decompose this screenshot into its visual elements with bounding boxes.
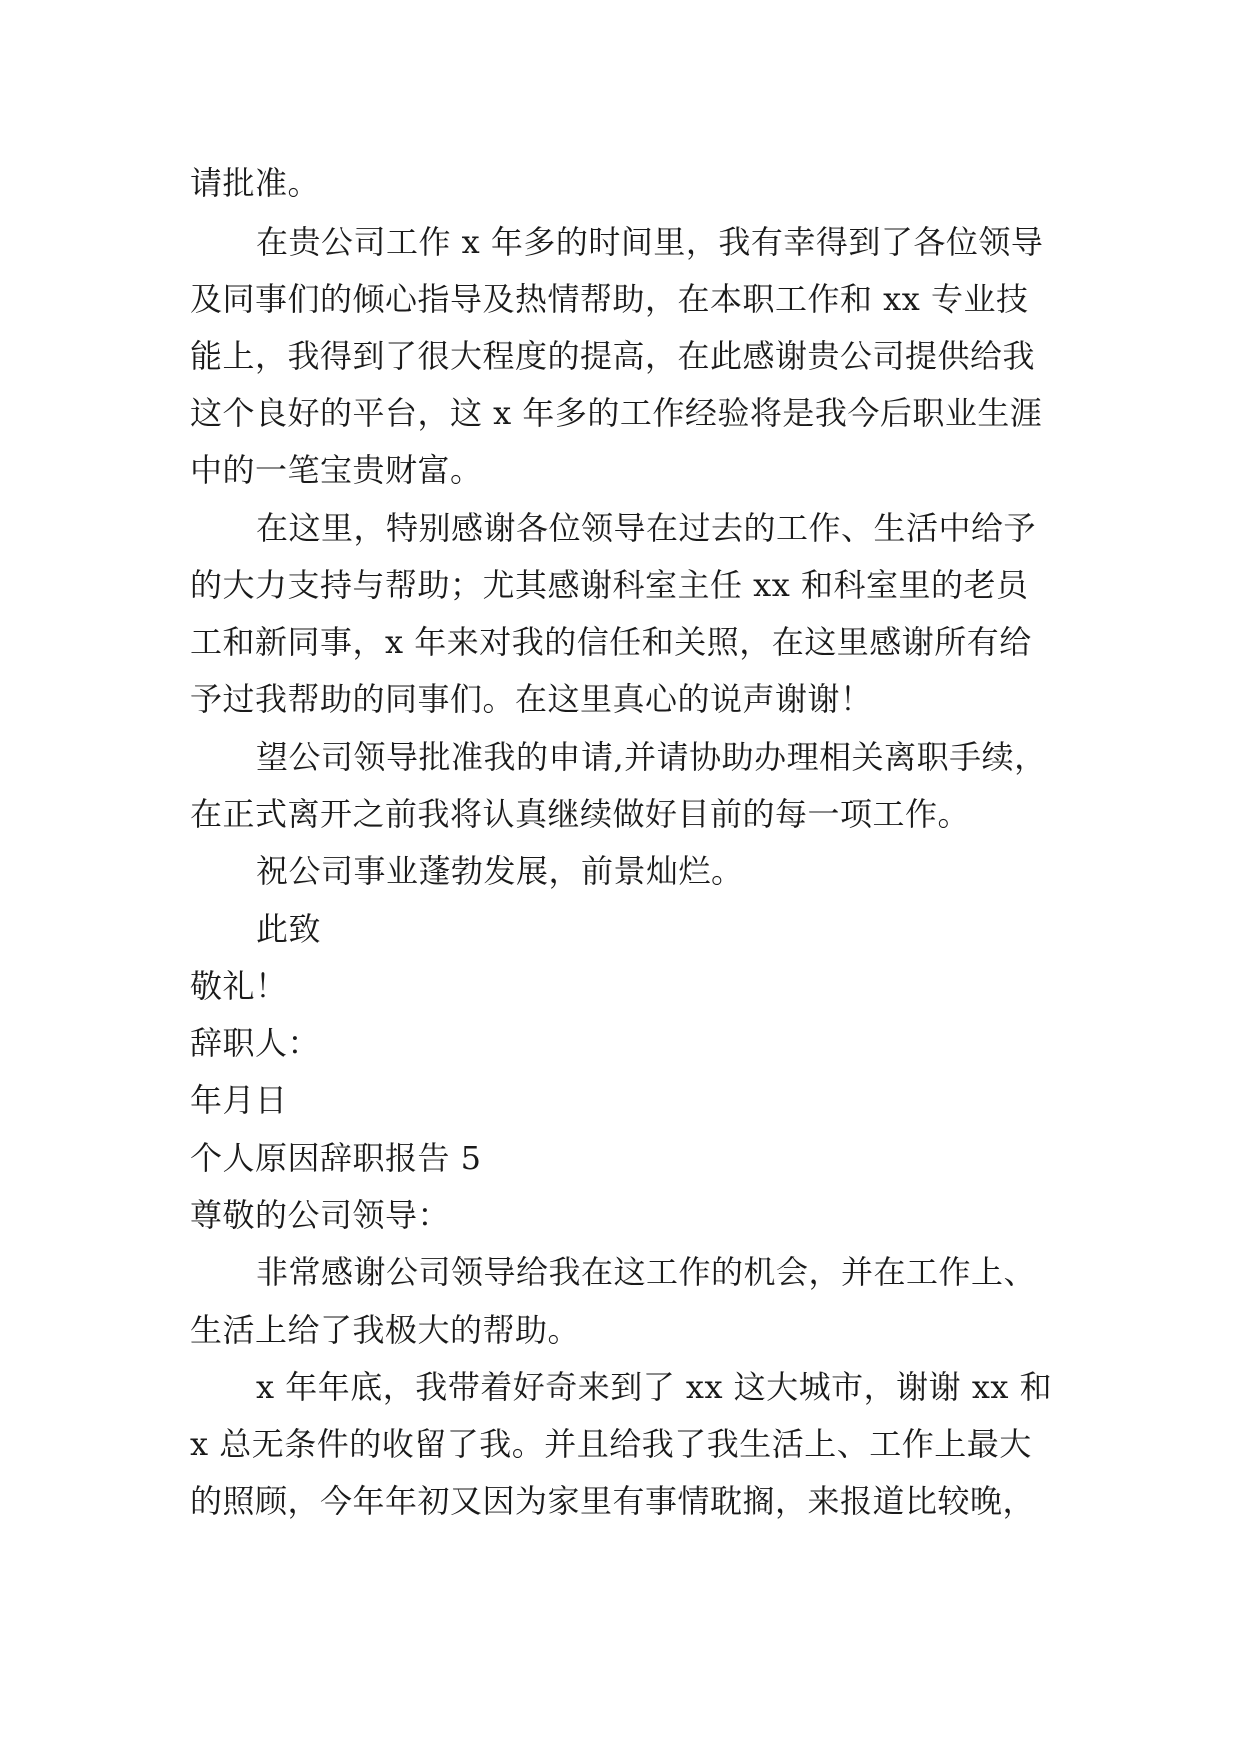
text-line-approval: 请批准。 xyxy=(190,164,321,202)
paragraph-line: 生活上给了我极大的帮助。 xyxy=(190,1311,581,1349)
closing-line: 此致 xyxy=(256,910,322,948)
paragraph-line: 在这里，特别感谢各位领导在过去的工作、生活中给予 xyxy=(256,509,1037,547)
paragraph-line: 祝公司事业蓬勃发展，前景灿烂。 xyxy=(256,852,744,890)
paragraph-line: 的大力支持与帮助；尤其感谢科室主任 xx 和科室里的老员 xyxy=(190,566,1029,604)
paragraph-line: 工和新同事，x 年来对我的信任和关照，在这里感谢所有给 xyxy=(190,623,1032,661)
paragraph-line: 望公司领导批准我的申请,并请协助办理相关离职手续， xyxy=(256,738,1047,776)
paragraph-line: 予过我帮助的同事们。在这里真心的说声谢谢！ xyxy=(190,680,873,718)
paragraph-line: 能上，我得到了很大程度的提高，在此感谢贵公司提供给我 xyxy=(190,337,1036,375)
section-heading: 个人原因辞职报告 5 xyxy=(190,1139,482,1177)
paragraph-line: 这个良好的平台，这 x 年多的工作经验将是我今后职业生涯 xyxy=(190,394,1043,432)
paragraph-line: 及同事们的倾心指导及热情帮助，在本职工作和 xx 专业技 xyxy=(190,280,1029,318)
paragraph-line: 非常感谢公司领导给我在这工作的机会，并在工作上、 xyxy=(256,1253,1037,1291)
paragraph-line: 的照顾，今年年初又因为家里有事情耽搁，来报道比较晚， xyxy=(190,1482,1036,1520)
signature-line: 辞职人： xyxy=(190,1024,321,1062)
paragraph-line: x 总无条件的收留了我。并且给我了我生活上、工作上最大 xyxy=(190,1425,1032,1463)
date-line: 年月日 xyxy=(190,1081,288,1119)
paragraph-line: 中的一笔宝贵财富。 xyxy=(190,451,483,489)
paragraph-line: x 年年底，我带着好奇来到了 xx 这大城市，谢谢 xx 和 xyxy=(256,1368,1053,1406)
greeting-line: 尊敬的公司领导： xyxy=(190,1196,451,1234)
salutation-line: 敬礼！ xyxy=(190,967,288,1005)
paragraph-line: 在正式离开之前我将认真继续做好目前的每一项工作。 xyxy=(190,795,971,833)
paragraph-line: 在贵公司工作 x 年多的时间里，我有幸得到了各位领导 xyxy=(256,223,1044,261)
